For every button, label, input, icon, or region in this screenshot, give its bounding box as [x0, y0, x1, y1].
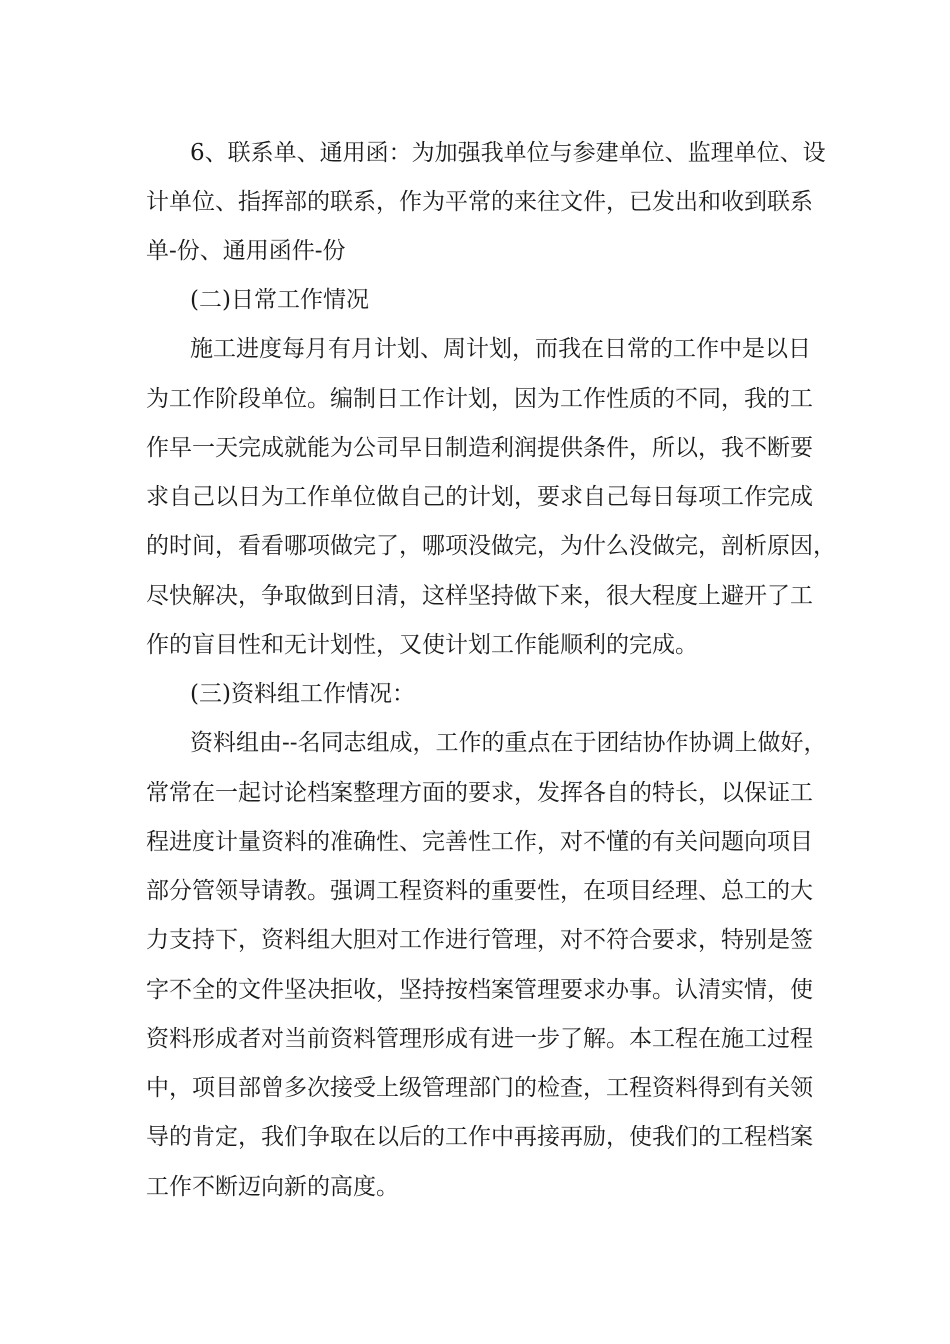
- paragraph-data-group-line-4: 部分管领导请教。强调工程资料的重要性，在项目经理、总工的大: [146, 878, 813, 904]
- paragraph-daily-work-line-1: 施工进度每月有月计划、周计划，而我在日常的工作中是以日: [190, 336, 811, 362]
- paragraph-data-group-line-10: 工作不断迈向新的高度。: [146, 1174, 399, 1200]
- paragraph-daily-work-line-6: 尽快解决，争取做到日清，这样坚持做下来，很大程度上避开了工: [146, 583, 813, 609]
- paragraph-data-group-line-7: 资料形成者对当前资料管理形成有进一步了解。本工程在施工过程: [146, 1026, 813, 1052]
- paragraph-daily-work-line-3: 作早一天完成就能为公司早日制造利润提供条件，所以，我不断要: [146, 435, 813, 461]
- paragraph-data-group-line-6: 字不全的文件坚决拒收，坚持按档案管理要求办事。认清实情，使: [146, 977, 813, 1003]
- paragraph-daily-work-line-5: 的时间，看看哪项做完了，哪项没做完，为什么没做完，剖析原因，: [146, 533, 836, 559]
- paragraph-data-group-line-9: 导的肯定，我们争取在以后的工作中再接再励，使我们的工程档案: [146, 1124, 813, 1150]
- paragraph-data-group-line-3: 程进度计量资料的准确性、完善性工作，对不懂的有关问题向项目: [146, 829, 813, 855]
- paragraph-item-6-line-2: 计单位、指挥部的联系，作为平常的来往文件，已发出和收到联系: [146, 189, 813, 215]
- section-heading-data-group: (三)资料组工作情况：: [190, 681, 415, 707]
- paragraph-item-6-line-1: 6、联系单、通用函：为加强我单位与参建单位、监理单位、设: [190, 140, 826, 166]
- paragraph-item-6-line-3: 单-份、通用函件-份: [146, 238, 346, 264]
- paragraph-data-group-line-1: 资料组由--名同志组成，工作的重点在于团结协作协调上做好，: [190, 730, 827, 756]
- paragraph-data-group-line-5: 力支持下，资料组大胆对工作进行管理，对不符合要求，特别是签: [146, 927, 813, 953]
- paragraph-daily-work-line-4: 求自己以日为工作单位做自己的计划，要求自己每日每项工作完成: [146, 484, 813, 510]
- paragraph-data-group-line-8: 中，项目部曾多次接受上级管理部门的检查，工程资料得到有关领: [146, 1075, 813, 1101]
- paragraph-data-group-line-2: 常常在一起讨论档案整理方面的要求，发挥各自的特长，以保证工: [146, 780, 813, 806]
- paragraph-daily-work-line-2: 为工作阶段单位。编制日工作计划，因为工作性质的不同，我的工: [146, 386, 813, 412]
- paragraph-daily-work-line-7: 作的盲目性和无计划性，又使计划工作能顺利的完成。: [146, 632, 698, 658]
- section-heading-daily-work: (二)日常工作情况: [190, 287, 369, 313]
